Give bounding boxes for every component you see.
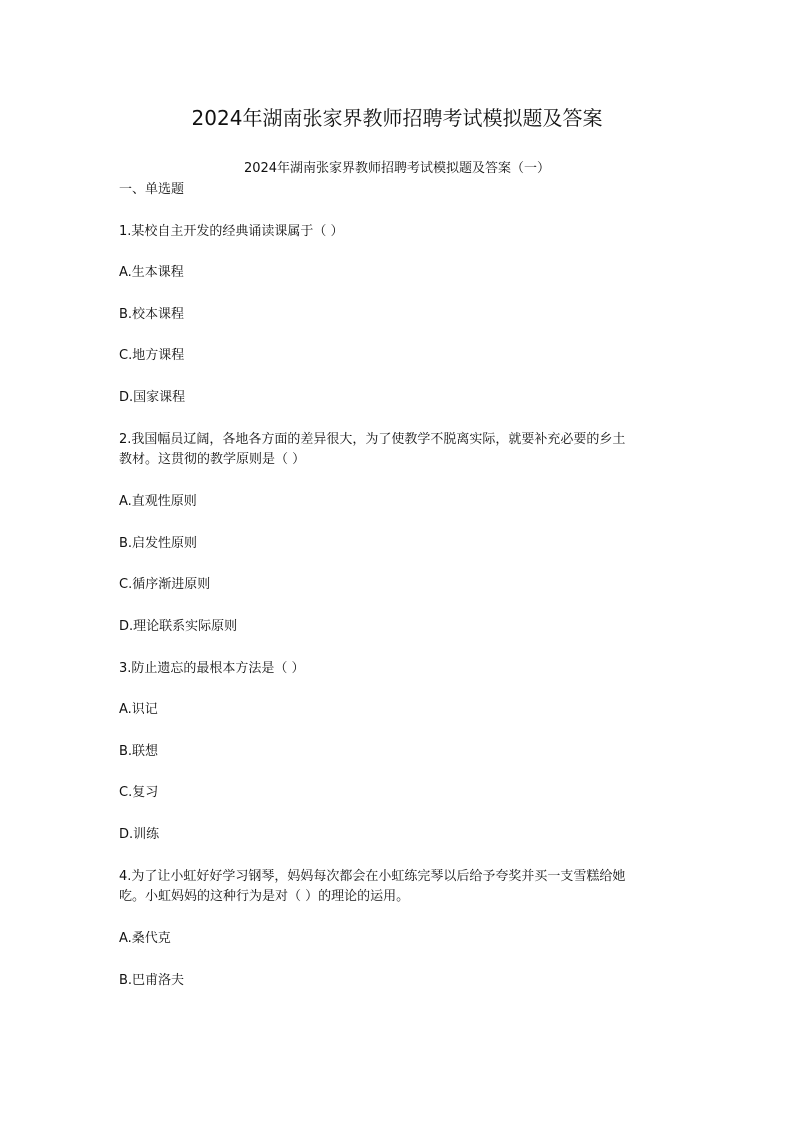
question-2-stem-line-1: 2.我国幅员辽阔，各地各方面的差异很大，为了使教学不脱离实际，就要补充必要的乡土	[119, 432, 626, 447]
question-1-option-d: D.国家课程	[119, 390, 186, 405]
document-title: 2024年湖南张家界教师招聘考试模拟题及答案	[191, 106, 603, 130]
question-2-option-d: D.理论联系实际原则	[119, 619, 238, 634]
question-1-option-a: A.生本课程	[119, 265, 184, 280]
question-1-stem: 1.某校自主开发的经典诵读课属于（ ）	[119, 224, 344, 239]
question-4-option-a: A.桑代克	[119, 931, 171, 946]
question-2-option-a: A.直观性原则	[119, 494, 197, 509]
question-1-option-c: C.地方课程	[119, 348, 185, 363]
question-3-option-b: B.联想	[119, 744, 159, 759]
question-4-stem-line-1: 4.为了让小虹好好学习钢琴，妈妈每次都会在小虹练完琴以后给予夸奖并买一支雪糕给她	[119, 869, 626, 884]
question-4-stem-line-2: 吃。小虹妈妈的这种行为是对（ ）的理论的运用。	[119, 889, 410, 904]
question-2-option-c: C.循序渐进原则	[119, 577, 211, 592]
question-3-option-c: C.复习	[119, 785, 159, 800]
question-2-option-b: B.启发性原则	[119, 536, 198, 551]
document-subtitle: 2024年湖南张家界教师招聘考试模拟题及答案（一）	[243, 161, 551, 176]
question-3-option-a: A.识记	[119, 702, 158, 717]
section-heading: 一、单选题	[119, 182, 185, 197]
question-3-option-d: D.训练	[119, 827, 160, 842]
question-1-option-b: B.校本课程	[119, 307, 185, 322]
question-3-stem: 3.防止遗忘的最根本方法是（ ）	[119, 661, 305, 676]
question-2-stem-line-2: 教材。这贯彻的教学原则是（ ）	[119, 452, 306, 467]
question-4-option-b: B.巴甫洛夫	[119, 973, 185, 988]
